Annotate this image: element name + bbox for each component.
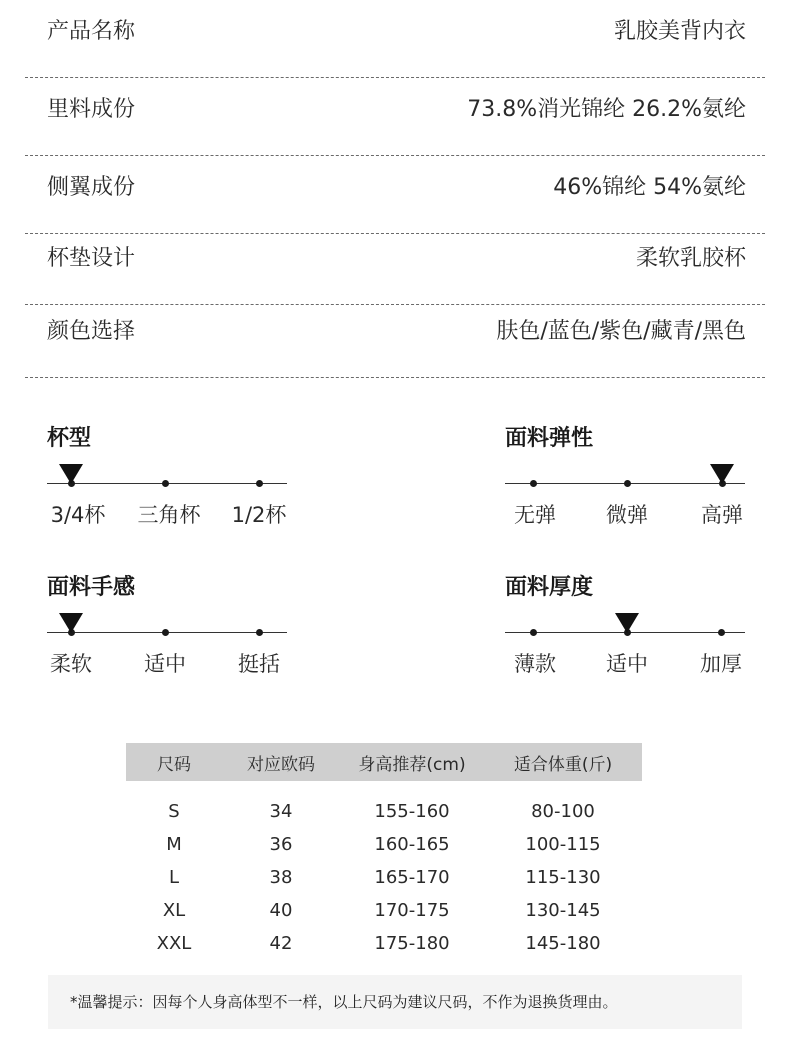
scale-option: 柔软 — [50, 652, 92, 676]
table-cell: 155-160 — [374, 801, 450, 822]
scale-option: 三角杯 — [137, 503, 201, 527]
table-cell: 36 — [269, 834, 293, 855]
size-table-header — [126, 743, 642, 781]
scale-option: 微弹 — [606, 503, 648, 527]
scale-title: 面料手感 — [47, 575, 136, 600]
spec-label: 产品名称 — [47, 19, 136, 44]
table-cell: L — [168, 867, 180, 888]
column-header: 身高推荐(cm) — [340, 743, 484, 781]
scale-title: 面料弹性 — [505, 426, 594, 451]
table-cell: 115-130 — [525, 867, 601, 888]
selected-marker-icon — [59, 613, 83, 633]
table-cell: 170-175 — [374, 900, 450, 921]
table-row — [126, 828, 642, 861]
column-header: 尺码 — [126, 743, 222, 781]
selected-marker-icon — [710, 464, 734, 484]
table-cell: 80-100 — [531, 801, 595, 822]
size-table — [126, 743, 642, 960]
scale-option: 1/2杯 — [231, 503, 287, 527]
scale-fabric-thickness — [505, 570, 755, 690]
scale-option: 高弹 — [701, 503, 743, 527]
scale-option: 挺括 — [238, 652, 280, 676]
selected-marker-icon — [59, 464, 83, 484]
size-note-box — [48, 975, 742, 1029]
table-cell: 34 — [269, 801, 293, 822]
scale-dot — [162, 480, 169, 487]
scale-option: 适中 — [144, 652, 186, 676]
table-cell: M — [166, 834, 182, 855]
spec-row-lining — [0, 78, 790, 156]
spec-row-colors — [0, 300, 790, 378]
spec-row-product-name — [0, 0, 790, 78]
table-cell: 165-170 — [374, 867, 450, 888]
spec-value: 乳胶美背内衣 — [613, 19, 746, 44]
scale-option: 加厚 — [700, 652, 742, 676]
spec-label: 侧翼成份 — [47, 175, 136, 200]
scale-dot — [624, 480, 631, 487]
spec-label: 杯垫设计 — [47, 246, 136, 271]
table-cell: 38 — [269, 867, 293, 888]
table-cell: 160-165 — [374, 834, 450, 855]
scale-option: 3/4杯 — [50, 503, 106, 527]
scale-fabric-feel — [47, 570, 297, 690]
selected-marker-icon — [615, 613, 639, 633]
table-row — [126, 861, 642, 894]
table-row — [126, 781, 642, 828]
table-cell: 40 — [269, 900, 293, 921]
size-note-text: *温馨提示：因每个人身高体型不一样，以上尺码为建议尺码，不作为退换货理由。 — [70, 993, 618, 1011]
scale-title: 面料厚度 — [505, 575, 594, 600]
table-cell: XL — [162, 900, 186, 921]
scale-title: 杯型 — [47, 426, 92, 451]
scale-dot — [530, 629, 537, 636]
column-header: 适合体重(斤) — [484, 743, 642, 781]
spec-value: 46%锦纶 54%氨纶 — [553, 175, 746, 200]
table-cell: S — [168, 801, 180, 822]
scale-dot — [530, 480, 537, 487]
scale-option: 薄款 — [514, 652, 556, 676]
scale-cup-type — [47, 421, 297, 541]
table-cell: 100-115 — [525, 834, 601, 855]
scale-fabric-elasticity — [505, 421, 755, 541]
dashed-divider — [25, 377, 765, 378]
table-cell: 145-180 — [525, 933, 601, 954]
spec-row-side-wing — [0, 156, 790, 234]
spec-label: 颜色选择 — [47, 319, 136, 344]
table-row — [126, 927, 642, 960]
spec-value: 肤色/蓝色/紫色/藏青/黑色 — [496, 319, 746, 344]
spec-value: 73.8%消光锦纶 26.2%氨纶 — [467, 97, 746, 122]
spec-label: 里料成份 — [47, 97, 136, 122]
spec-value: 柔软乳胶杯 — [635, 246, 746, 271]
scale-option: 适中 — [606, 652, 648, 676]
scale-option: 无弹 — [514, 503, 556, 527]
scale-dot — [256, 629, 263, 636]
scale-dot — [162, 629, 169, 636]
table-row — [126, 894, 642, 927]
scale-dot — [256, 480, 263, 487]
table-cell: 175-180 — [374, 933, 450, 954]
spec-row-cup-pad — [0, 227, 790, 305]
table-cell: XXL — [156, 933, 192, 954]
table-cell: 42 — [269, 933, 293, 954]
scale-dot — [718, 629, 725, 636]
column-header: 对应欧码 — [222, 743, 340, 781]
table-cell: 130-145 — [525, 900, 601, 921]
